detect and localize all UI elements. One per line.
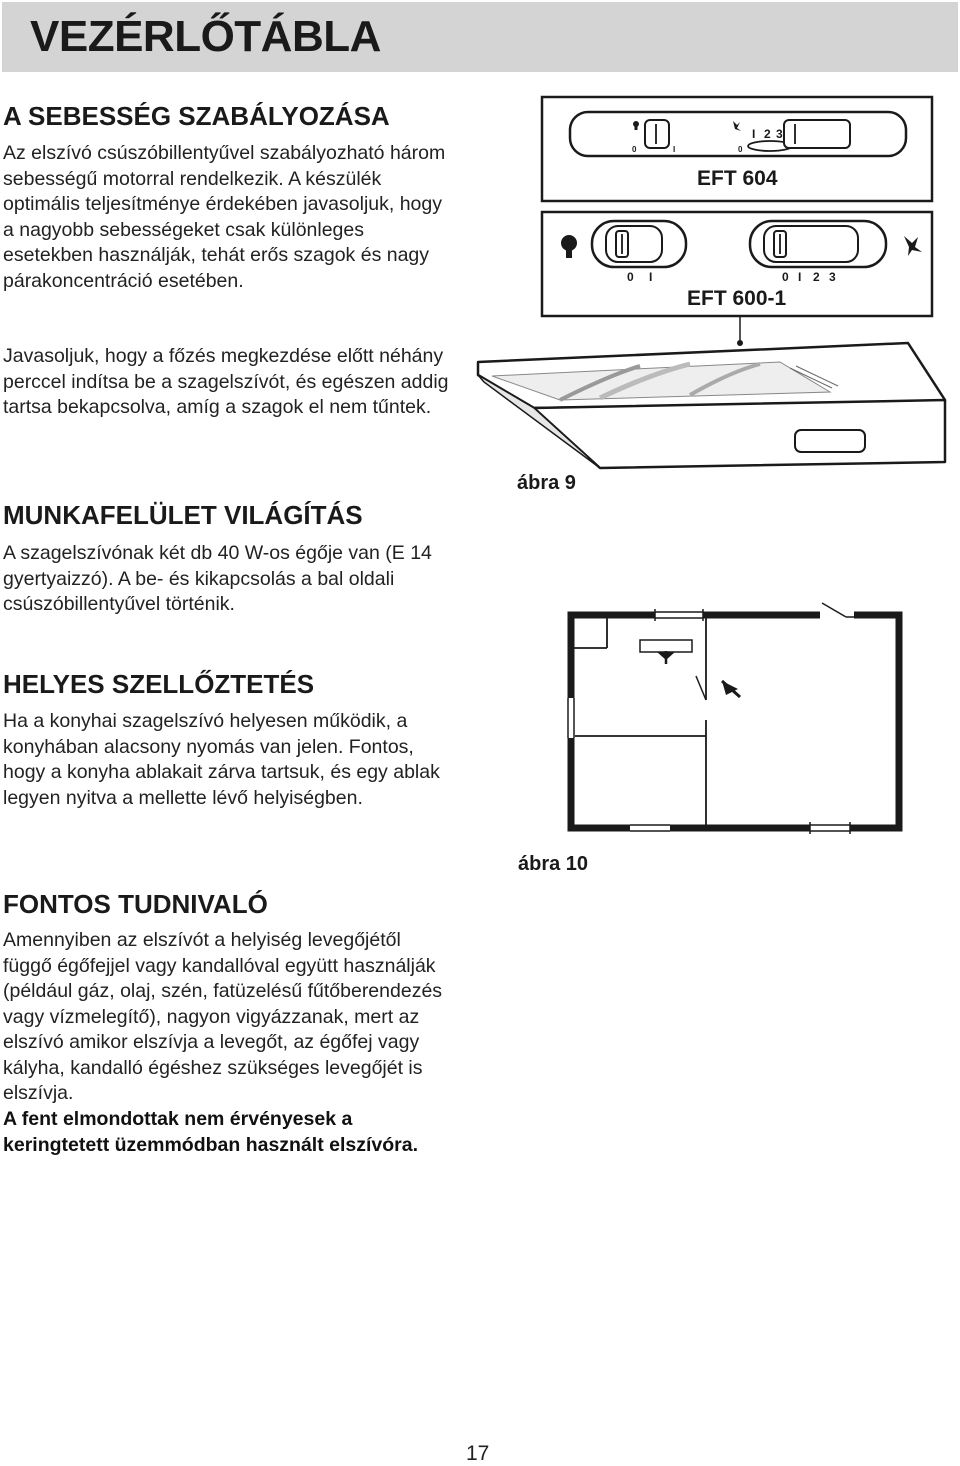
eft604-fan-scale-1: I: [752, 127, 756, 141]
heading-speed-control: A SEBESSÉG SZABÁLYOZÁSA: [3, 101, 390, 131]
figure-10-floor-plan: [560, 595, 910, 840]
eft600-fan-scale-2: 2: [813, 270, 820, 284]
eft600-light-scale-0: 0: [627, 270, 634, 284]
cooker-hood-drawing: [478, 343, 945, 468]
speed-paragraph-2: Javasoljuk, hogy a főzés megkezdése előtt néhány perccel indítsa be a szagelszívót, és egészen addig tartsa bekapcsolva, amíg a szagok el nem tűntek.: [3, 345, 449, 418]
important-paragraph: Amennyiben az elszívót a helyiség levegőjétől függő égőfejjel vagy kandallóval együtt használják (például gáz, olaj, szén, fatüzelésű fűtőberendezés vagy vízmelegítő), nagyon vigyázzanak, mert az elszívó amikor elszívja a levegőt, az égőfej vagy kályha, kandalló égéshez szükséges levegőjét is elszívja.: [3, 929, 443, 1104]
figure-9-illustration: [470, 90, 960, 480]
model-label-eft604: EFT 604: [697, 167, 778, 190]
eft600-fan-scale-0: 0: [782, 270, 789, 284]
eft604-light-scale-1: I: [673, 145, 676, 154]
model-label-eft600-1: EFT 600-1: [687, 287, 787, 310]
eft604-light-scale-0: 0: [632, 145, 637, 154]
title-bar: [2, 2, 958, 72]
eft604-fan-scale-0: 0: [738, 145, 743, 154]
heading-important: FONTOS TUDNIVALÓ: [3, 889, 268, 919]
lighting-paragraph: A szagelszívónak két db 40 W-os égője van (E 14 gyertyaizzó). A be- és kikapcsolás a bal oldali csúszóbillentyűvel történik.: [3, 542, 432, 615]
heading-work-lighting: MUNKAFELÜLET VILÁGÍTÁS: [3, 500, 363, 530]
page-number: 17: [466, 1442, 490, 1465]
important-bold-note: [3, 1107, 453, 1158]
figure-9-caption: ábra 9: [517, 472, 576, 494]
speed-paragraph-1: Az elszívó csúszóbillentyűvel szabályozható három sebességű motorral rendelkezik. A készülék optimális teljesítménye érdekében javasoljuk, hogy a nagyobb sebességeket csak különleges esetekben használják, tehát erős szagok és nagy párakoncentráció esetében.: [3, 142, 446, 292]
eft604-fan-scale-3: 3: [776, 127, 783, 141]
figure-10-caption: ábra 10: [518, 853, 589, 875]
page-title: VEZÉRLŐTÁBLA: [30, 12, 381, 61]
eft604-fan-scale-2: 2: [764, 127, 771, 141]
eft600-fan-scale-3: 3: [829, 270, 836, 284]
eft600-light-scale-1: I: [649, 270, 653, 284]
heading-ventilation: HELYES SZELLŐZTETÉS: [3, 669, 315, 699]
important-bold-text: A fent elmondottak nem érvényesek a keringtetett üzemmódban használt elszívóra.: [3, 1108, 419, 1156]
ventilation-paragraph: Ha a konyhai szagelszívó helyesen működik, a konyhában alacsony nyomás van jelen. Fontos, hogy a konyha ablakait zárva tartsuk, és egy ablak legyen nyitva a mellette lévő helyiségben.: [3, 710, 440, 809]
eft600-fan-scale-1: I: [798, 270, 802, 284]
